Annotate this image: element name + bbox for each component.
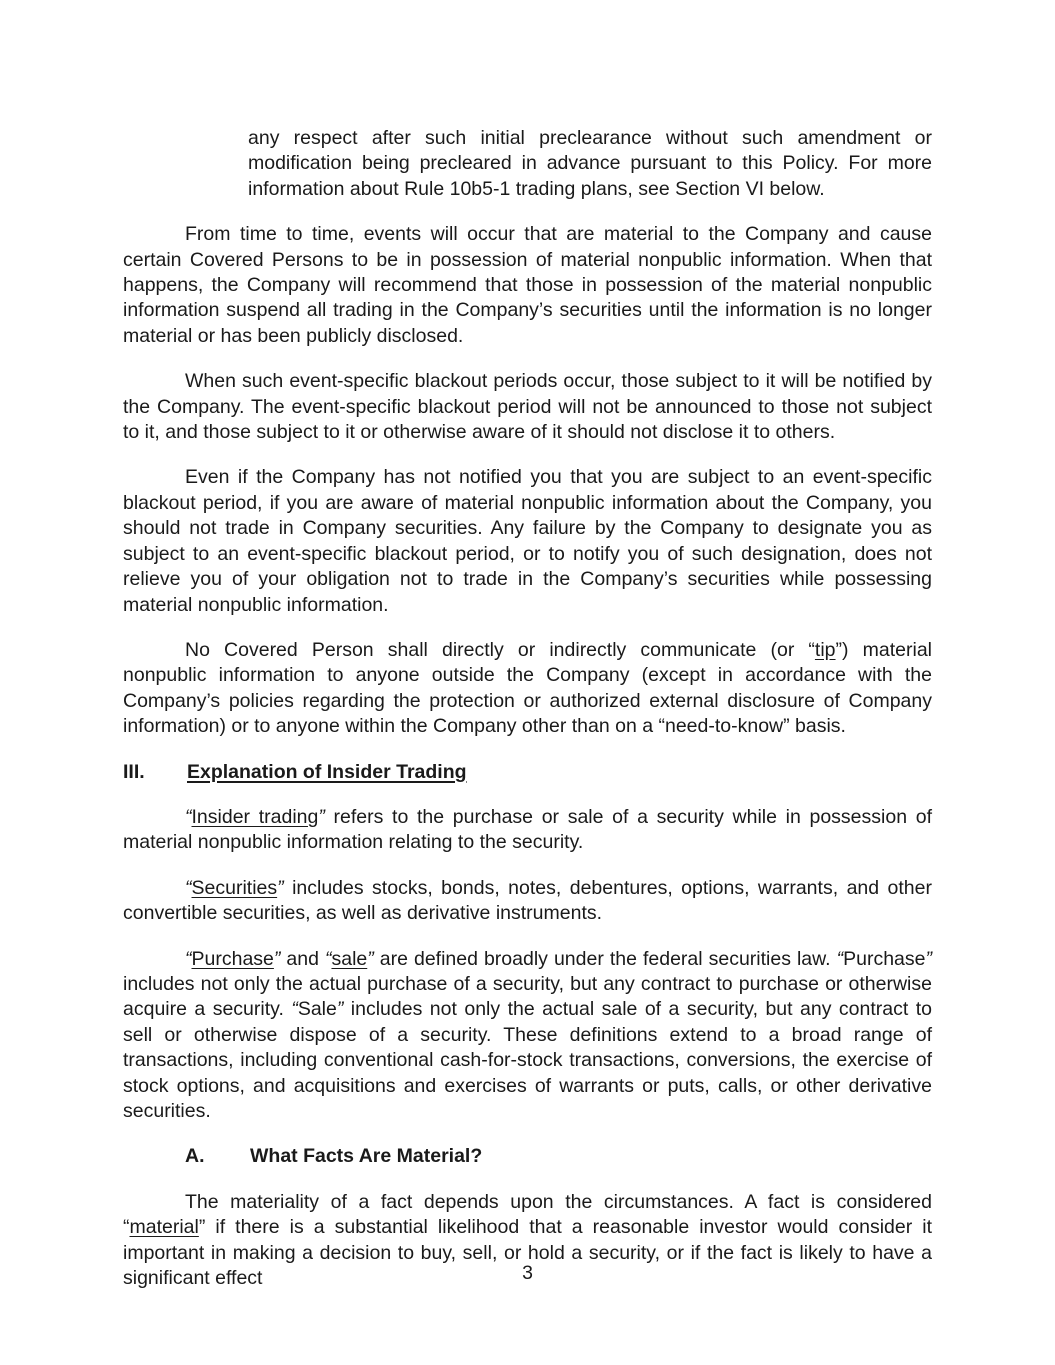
indented-paragraph [248, 126, 932, 202]
text-run: ” [273, 947, 281, 970]
text-run: The materiality of a fact depends upon the circumstances. A fact is considered “ [123, 1190, 932, 1239]
text-run: ” [318, 805, 325, 828]
text-run: includes not only the actual purchase of a security, but any contract to purchase or otherwise acquire a security. [123, 972, 932, 1021]
paragraph [123, 805, 932, 856]
text-run: includes stocks, bonds, notes, debentures, options, warrants, and other convertible securities, as well as derivative instruments. [123, 876, 932, 925]
text-run: “ [185, 876, 192, 899]
underlined-term: Securities [191, 876, 278, 899]
text-run: “ [185, 805, 192, 828]
section-heading [123, 760, 932, 785]
paragraph [123, 876, 932, 927]
text-run: ” [925, 947, 932, 970]
underlined-term: material [129, 1216, 199, 1239]
text-run: Purchase [843, 947, 926, 970]
underlined-term: Explanation of Insider Trading [187, 760, 467, 783]
text-run: No Covered Person shall directly or indirectly communicate (or “ [185, 638, 815, 661]
text-run: Even if the Company has not notified you that you are subject to an event-specific blackout period, if you are aware of material nonpublic information about the Company, you should not trade in Company securities. Any failure by the Company to designate you as subject to an event-specific blackout period, or to notify you of such designation, does not relieve you of your obligation not to trade in the Company’s securities while possessing material nonpublic information. [123, 466, 932, 616]
text-run: “ [185, 947, 192, 970]
subsection-heading [185, 1144, 932, 1169]
text-run: When such event-specific blackout periods occur, those subject to it will be notified by the Company. The event-specific blackout period will not be announced to those not subject to it, and those subject to it or otherwise aware of it should not disclose it to others. [123, 370, 932, 444]
text-run: ” [336, 998, 344, 1021]
text-run: ” if there is a substantial likelihood that a reasonable investor would consider it important in making a decision to buy, sell, or hold a security, or if the fact is likely to have a significant effect [123, 1216, 932, 1290]
text-run: “ [836, 947, 844, 970]
text-run: includes not only the actual sale of a security, but any contract to sell or otherwise dispose of a security. These definitions extend to a broad range of transactions, including conventional cash-for-stock transactions, conversions, the exercise of stock options, and acquisitions and exercises of warrants or puts, calls, or other derivative securities. [123, 998, 932, 1122]
paragraph [123, 465, 932, 617]
text-run: What Facts Are Material? [250, 1145, 483, 1168]
text-run: refers to the purchase or sale of a security while in possession of material nonpublic information relating to the security. [123, 805, 932, 854]
heading-title [250, 1145, 482, 1167]
paragraph [123, 947, 932, 1125]
text-run: are defined broadly under the federal securities law. [373, 947, 837, 970]
paragraph [123, 222, 932, 349]
text-run: ” [277, 876, 284, 899]
text-run: any respect after such initial preclearance without such amendment or modification being precleared in advance pursuant to this Policy. For more information about Rule 10b5-1 trading plans, see Section VI below. [248, 127, 932, 200]
text-run: ”) material nonpublic information to anyone outside the Company (except in accordance with the Company’s policies regarding the protection or authorized external disclosure of Company information) or to anyone within the Company other than on a “need-to-know” basis. [123, 638, 932, 738]
heading-number: III. [123, 760, 145, 783]
underlined-term: sale [331, 947, 368, 970]
underlined-term: tip [814, 638, 836, 661]
underlined-term: Insider trading [191, 805, 319, 828]
page-number: 3 [522, 1262, 533, 1284]
paragraph [123, 638, 932, 740]
text-run: ” [367, 947, 374, 970]
document-content [123, 126, 932, 1311]
text-run: “ [291, 998, 298, 1021]
underlined-term: Purchase [191, 947, 274, 970]
paragraph [123, 369, 932, 445]
heading-title [187, 761, 467, 783]
text-run: and [280, 947, 325, 970]
text-run: Sale [297, 998, 337, 1021]
heading-number: A. [185, 1145, 205, 1168]
text-run: From time to time, events will occur that are material to the Company and cause certain Covered Persons to be in possession of material nonpublic information. When that happens, the Company will recommend that those in possession of the material nonpublic information suspend all trading in the Company’s securities until the information is no longer material or has been publicly disclosed. [123, 223, 932, 347]
text-run: “ [324, 947, 332, 970]
